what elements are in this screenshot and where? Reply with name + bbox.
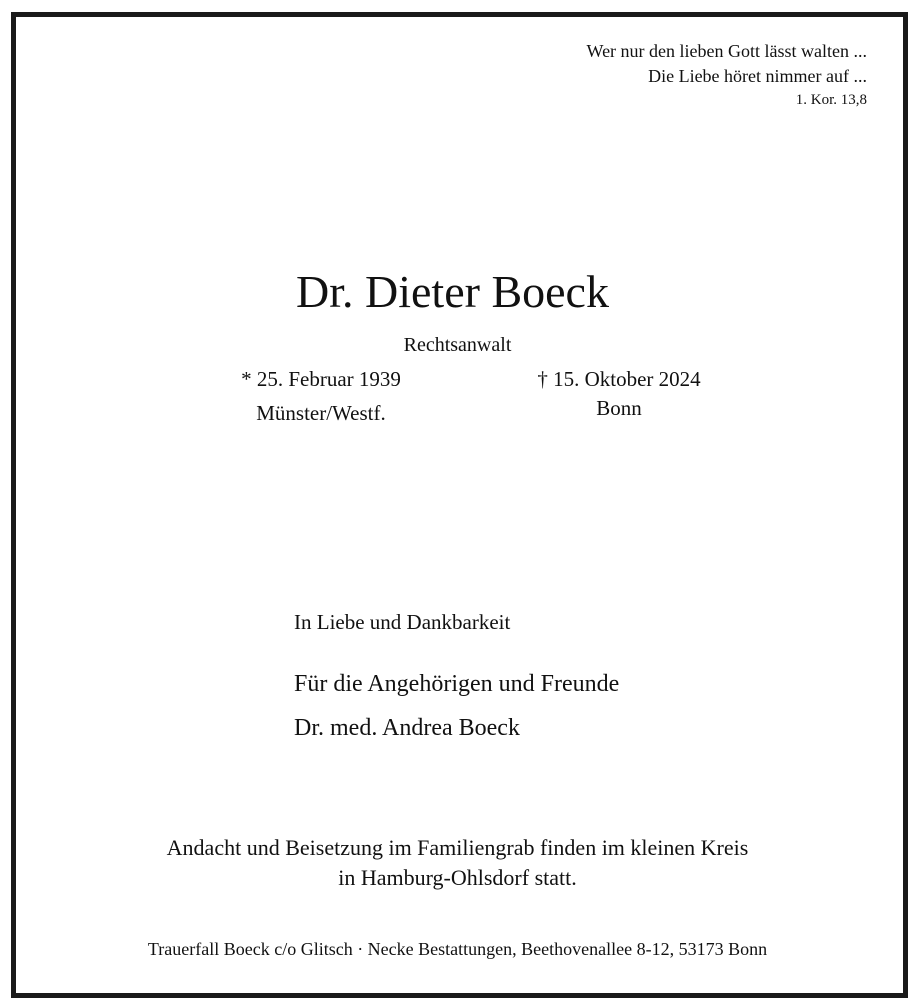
birth-date: * 25. Februar 1939 (241, 367, 401, 391)
deceased-profession: Rechtsanwalt (403, 334, 512, 356)
ceremony-line-1: Andacht und Beisetzung im Familiengrab finden im kleinen Kreis (166, 835, 749, 860)
mourners-signer: Dr. med. Andrea Boeck (294, 715, 520, 741)
mourners-group: Für die Angehörigen und Freunde (294, 671, 620, 697)
obituary-frame (11, 12, 908, 998)
ceremony-line-2: in Hamburg-Ohlsdorf statt. (338, 865, 577, 890)
epigraph-reference: 1. Kor. 13,8 (795, 92, 867, 108)
epigraph-line-1: Wer nur den lieben Gott lässt walten ... (586, 41, 867, 61)
death-date: † 15. Oktober 2024 (537, 367, 701, 391)
contact-line: Trauerfall Boeck c/o Glitsch · Necke Bestattungen, Beethovenallee 8-12, 53173 Bonn (147, 939, 768, 959)
mourners-intro: In Liebe und Dankbarkeit (294, 610, 511, 634)
birth-place: Münster/Westf. (256, 401, 386, 425)
death-place: Bonn (596, 396, 642, 420)
deceased-name: Dr. Dieter Boeck (296, 266, 609, 317)
epigraph-line-2: Die Liebe höret nimmer auf ... (648, 66, 867, 86)
